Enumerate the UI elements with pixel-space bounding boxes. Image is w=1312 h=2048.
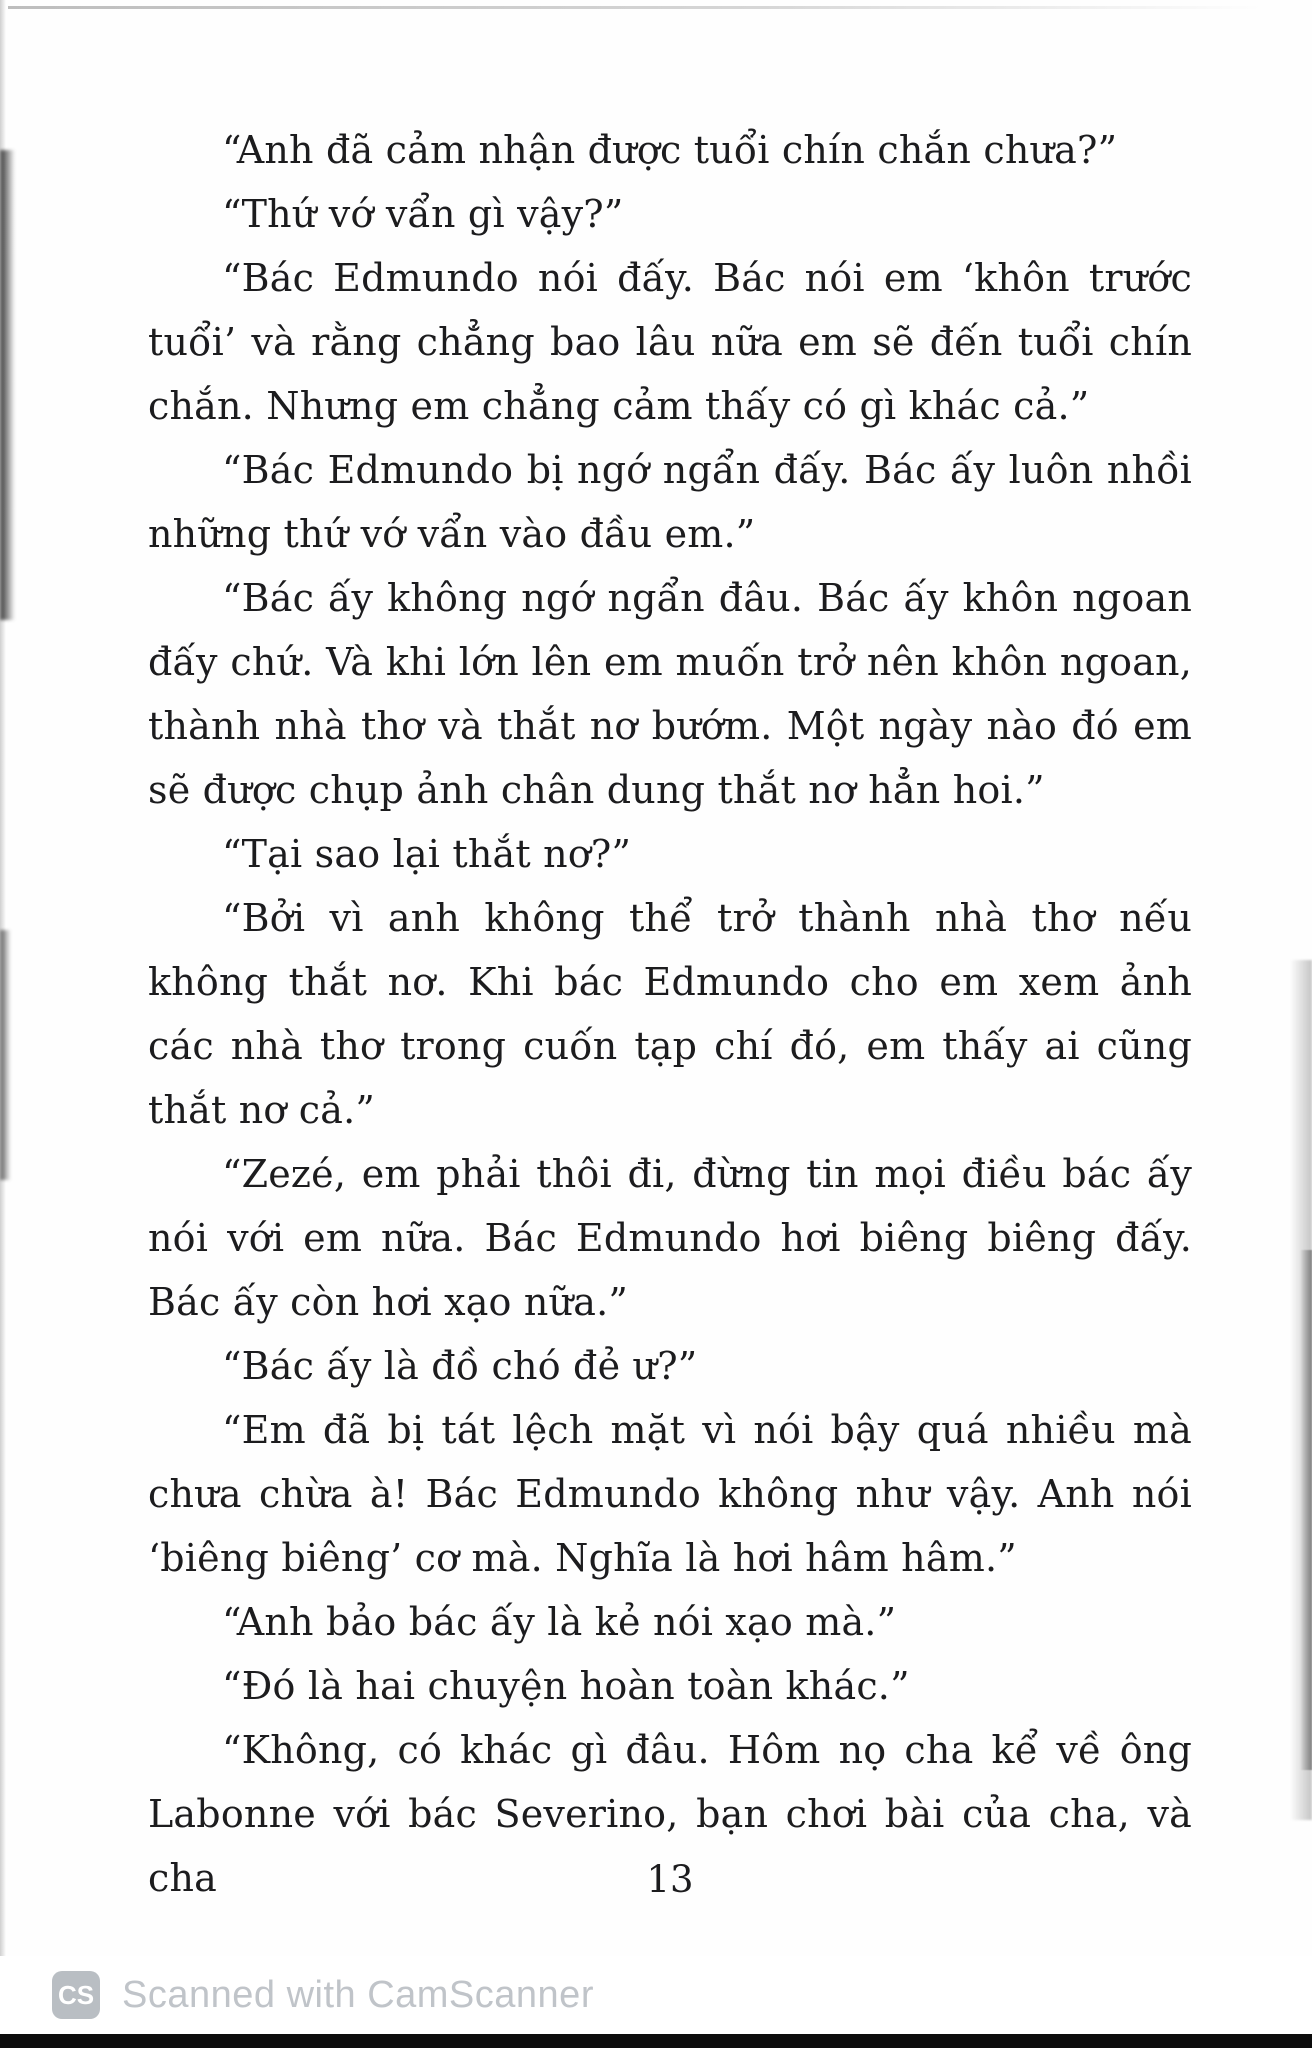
paragraph: “Bác Edmundo bị ngớ ngẩn đấy. Bác ấy luôn nhồi những thứ vớ vẩn vào đầu em.” — [148, 448, 1192, 556]
paragraph: “Anh đã cảm nhận được tuổi chín chắn chưa?” — [222, 128, 1118, 172]
paragraph: “Không, có khác gì đâu. Hôm nọ cha kể về ông Labonne với bác Severino, bạn chơi bài của cha, và cha — [148, 1728, 1192, 1900]
paragraph: “Đó là hai chuyện hoàn toàn khác.” — [222, 1664, 910, 1708]
text-block — [148, 118, 1192, 1910]
scan-artifact-top-edge — [8, 6, 1264, 9]
paragraph: “Thứ vớ vẩn gì vậy?” — [222, 192, 624, 236]
scan-artifact-right-streak — [1300, 1250, 1312, 1770]
camscanner-watermark-text: Scanned with CamScanner — [122, 1973, 594, 2016]
paragraph: “Bác ấy không ngớ ngẩn đâu. Bác ấy khôn ngoan đấy chứ. Và khi lớn lên em muốn trở nên khôn ngoan, thành nhà thơ và thắt nơ bướm. Một ngày nào đó em sẽ được chụp ảnh chân dung thắt nơ hẳn hoi.” — [148, 576, 1192, 812]
scan-artifact-right-shadow — [1290, 960, 1312, 1820]
camscanner-logo-icon: CS — [52, 1971, 100, 2019]
paragraph: “Anh bảo bác ấy là kẻ nói xạo mà.” — [222, 1600, 897, 1644]
scan-artifact-left-streak-lower — [0, 930, 11, 1180]
paragraph: “Tại sao lại thắt nơ?” — [222, 832, 632, 876]
camscanner-footer — [0, 1956, 1312, 2034]
paragraph: “Bác ấy là đồ chó đẻ ư?” — [222, 1344, 698, 1388]
paragraph: “Em đã bị tát lệch mặt vì nói bậy quá nhiều mà chưa chừa à! Bác Edmundo không như vậy. Anh nói ‘biêng biêng’ cơ mà. Nghĩa là hơi hâm hâm.” — [148, 1408, 1192, 1580]
page-number: 13 — [646, 1858, 694, 1901]
paragraph: “Zezé, em phải thôi đi, đừng tin mọi điều bác ấy nói với em nữa. Bác Edmundo hơi biêng biêng đấy. Bác ấy còn hơi xạo nữa.” — [148, 1152, 1192, 1324]
scan-artifact-left-streak — [0, 150, 15, 620]
scan-bottom-bar — [0, 2034, 1312, 2048]
scan-artifact-left-shadow — [0, 0, 6, 2048]
paragraph: “Bởi vì anh không thể trở thành nhà thơ nếu không thắt nơ. Khi bác Edmundo cho em xem ảnh các nhà thơ trong cuốn tạp chí đó, em thấy ai cũng thắt nơ cả.” — [148, 896, 1192, 1132]
paragraph: “Bác Edmundo nói đấy. Bác nói em ‘khôn trước tuổi’ và rằng chẳng bao lâu nữa em sẽ đến tuổi chín chắn. Nhưng em chẳng cảm thấy có gì khác cả.” — [148, 256, 1192, 428]
